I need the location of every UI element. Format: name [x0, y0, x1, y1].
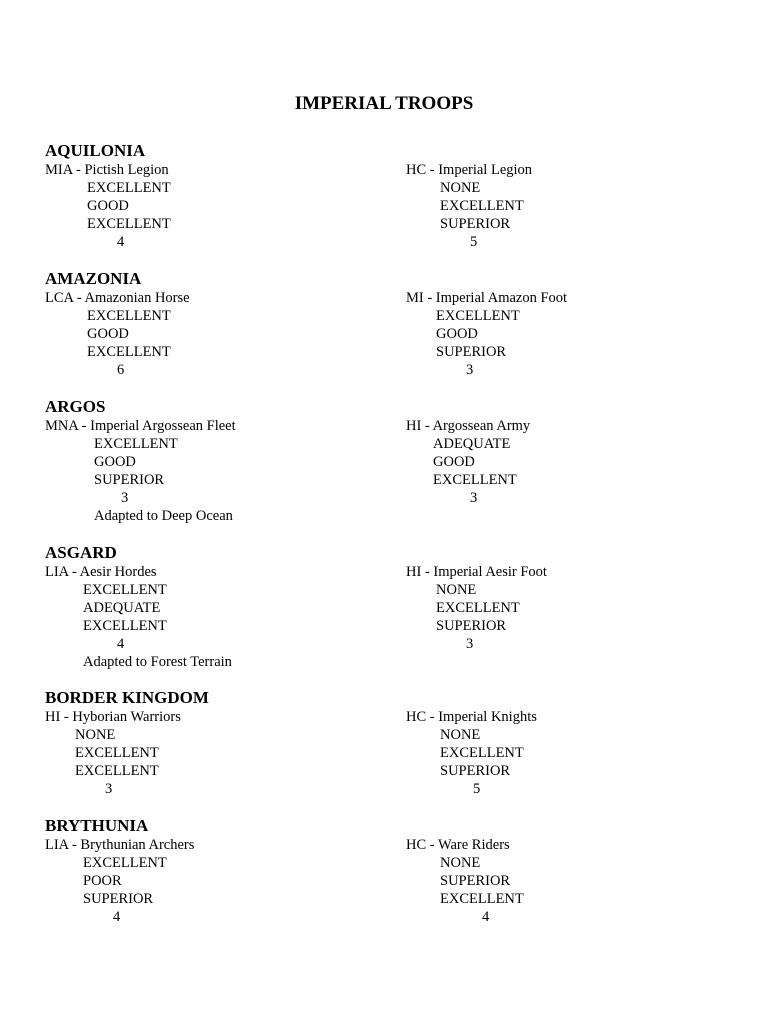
unit-value: 6: [117, 362, 125, 378]
unit-value: 3: [121, 490, 129, 506]
unit-value: 5: [473, 781, 481, 797]
unit-rating: ADEQUATE: [83, 600, 161, 616]
page-title: IMPERIAL TROOPS: [294, 93, 474, 114]
unit-rating: EXCELLENT: [440, 891, 524, 907]
unit-value: 4: [113, 909, 121, 925]
unit-value: 3: [470, 490, 478, 506]
unit-rating: SUPERIOR: [440, 763, 511, 779]
unit-rating: EXCELLENT: [87, 344, 171, 360]
unit-rating: NONE: [440, 180, 481, 196]
section-heading: AQUILONIA: [45, 141, 146, 160]
unit-rating: GOOD: [436, 326, 478, 342]
unit-entry: [406, 708, 537, 798]
unit-name: LIA - Aesir Hordes: [45, 564, 157, 580]
unit-rating: SUPERIOR: [436, 344, 507, 360]
unit-rating: POOR: [83, 873, 122, 889]
unit-name: HC - Imperial Knights: [406, 709, 537, 725]
unit-rating: NONE: [75, 727, 116, 743]
unit-rating: EXCELLENT: [433, 472, 517, 488]
unit-note: Adapted to Forest Terrain: [83, 654, 232, 670]
unit-name: HI - Imperial Aesir Foot: [406, 564, 547, 580]
unit-rating: EXCELLENT: [440, 745, 524, 761]
section-heading: ASGARD: [45, 543, 117, 562]
unit-entry: [406, 417, 530, 507]
unit-rating: EXCELLENT: [94, 436, 178, 452]
unit-value: 5: [470, 234, 478, 250]
unit-note: Adapted to Deep Ocean: [94, 508, 233, 524]
unit-rating: NONE: [436, 582, 477, 598]
unit-entry: [45, 836, 194, 926]
unit-rating: SUPERIOR: [436, 618, 507, 634]
unit-rating: SUPERIOR: [83, 891, 154, 907]
unit-value: 4: [482, 909, 490, 925]
unit-value: 3: [466, 362, 474, 378]
unit-value: 4: [117, 234, 125, 250]
unit-value: 3: [105, 781, 113, 797]
unit-rating: SUPERIOR: [440, 873, 511, 889]
unit-rating: EXCELLENT: [83, 855, 167, 871]
unit-rating: GOOD: [94, 454, 136, 470]
unit-value: 4: [117, 636, 125, 652]
unit-name: LCA - Amazonian Horse: [45, 290, 190, 306]
unit-entry: [45, 417, 236, 525]
unit-rating: EXCELLENT: [436, 308, 520, 324]
unit-name: HI - Argossean Army: [406, 418, 531, 434]
unit-rating: EXCELLENT: [83, 618, 167, 634]
unit-rating: EXCELLENT: [75, 745, 159, 761]
unit-entry: [406, 161, 532, 251]
unit-rating: SUPERIOR: [94, 472, 165, 488]
unit-rating: GOOD: [433, 454, 475, 470]
unit-rating: SUPERIOR: [440, 216, 511, 232]
unit-rating: GOOD: [87, 326, 129, 342]
unit-rating: EXCELLENT: [87, 180, 171, 196]
unit-entry: [45, 289, 190, 379]
unit-rating: EXCELLENT: [436, 600, 520, 616]
unit-entry: [45, 161, 171, 251]
unit-entry: [406, 563, 547, 653]
unit-rating: EXCELLENT: [87, 216, 171, 232]
unit-rating: EXCELLENT: [440, 198, 524, 214]
unit-name: HC - Imperial Legion: [406, 162, 533, 178]
section-heading: ARGOS: [45, 397, 106, 416]
unit-rating: NONE: [440, 727, 481, 743]
unit-entry: [45, 563, 232, 671]
unit-entry: [406, 836, 524, 926]
unit-rating: EXCELLENT: [83, 582, 167, 598]
unit-name: LIA - Brythunian Archers: [45, 837, 195, 853]
unit-name: MI - Imperial Amazon Foot: [406, 290, 568, 306]
unit-rating: EXCELLENT: [75, 763, 159, 779]
section-heading: AMAZONIA: [45, 269, 142, 288]
section-heading: BORDER KINGDOM: [45, 688, 209, 707]
unit-value: 3: [466, 636, 474, 652]
unit-name: MNA - Imperial Argossean Fleet: [45, 418, 236, 434]
unit-entry: [45, 708, 181, 798]
unit-name: MIA - Pictish Legion: [45, 162, 169, 178]
unit-rating: GOOD: [87, 198, 129, 214]
unit-rating: NONE: [440, 855, 481, 871]
section-heading: BRYTHUNIA: [45, 816, 149, 835]
unit-rating: EXCELLENT: [87, 308, 171, 324]
unit-rating: ADEQUATE: [433, 436, 511, 452]
unit-name: HI - Hyborian Warriors: [45, 709, 181, 725]
unit-name: HC - Ware Riders: [406, 837, 510, 853]
unit-entry: [406, 289, 567, 379]
